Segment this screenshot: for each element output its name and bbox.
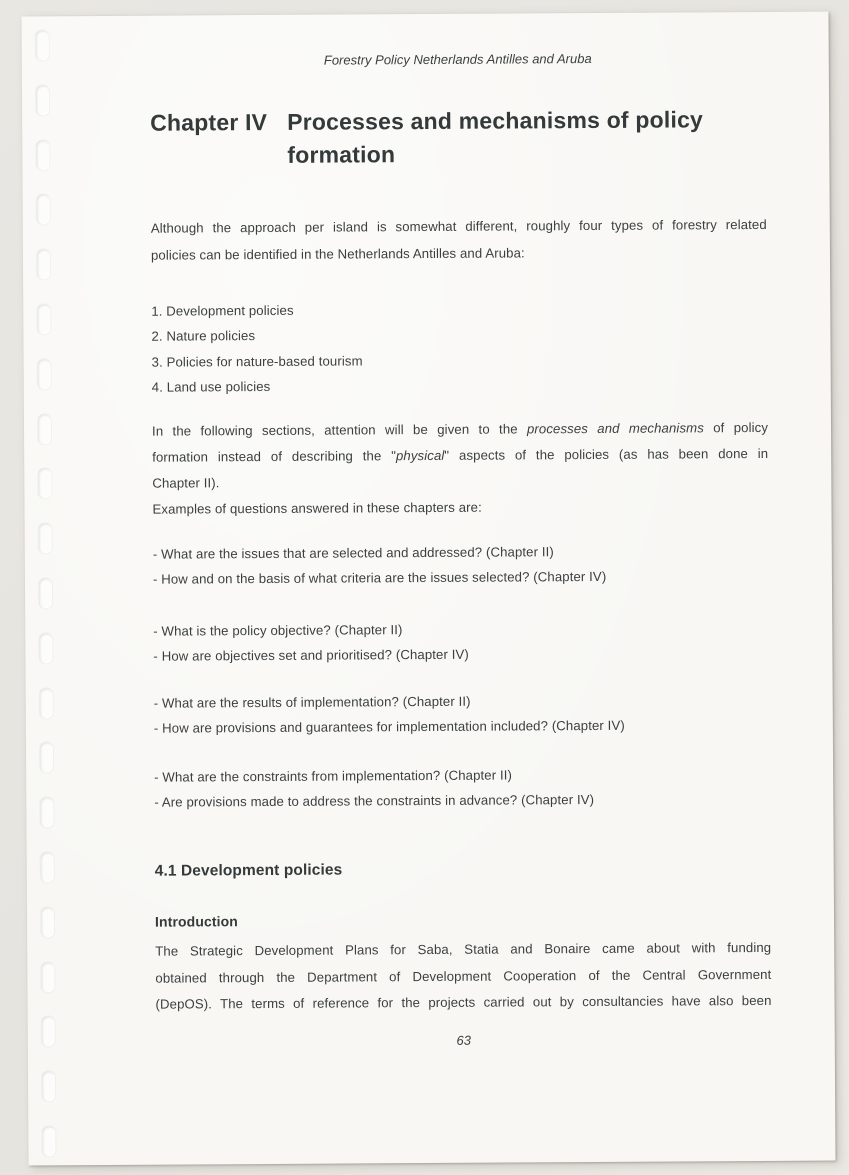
- question-line: - How are provisions and guarantees for implementation included? (Chapter IV): [153, 717, 625, 736]
- binding-hole: [40, 743, 53, 773]
- paragraph-line: (DepOS). The terms of reference for the projects carried out by consultancies have also been: [155, 992, 772, 1012]
- binding-hole: [42, 1071, 55, 1101]
- binding-hole: [38, 359, 51, 389]
- italic-text-segment: physical: [395, 447, 445, 464]
- binding-hole: [38, 469, 51, 499]
- question-line: - Are provisions made to address the constraints in advance? (Chapter IV): [154, 791, 595, 810]
- text-segment: In the following sections, attention will be given to the: [151, 421, 528, 439]
- binding-hole: [37, 249, 50, 279]
- binding-hole: [36, 85, 49, 115]
- question-line: - How are objectives set and prioritised? (Chapter IV): [153, 646, 469, 664]
- chapter-title-label: Chapter IV: [150, 108, 268, 136]
- italic-text-segment: processes and mechanisms: [526, 420, 704, 437]
- paragraph-line: obtained through the Department of Development Cooperation of the Central Government: [155, 966, 772, 986]
- introduction-subheading: Introduction: [154, 913, 238, 930]
- list-item: 3. Policies for nature-based tourism: [151, 352, 363, 370]
- paragraph-line: Chapter II).: [152, 475, 220, 491]
- question-line: - What is the policy objective? (Chapter II): [153, 622, 403, 639]
- section-4-1-heading: 4.1 Development policies: [154, 861, 343, 880]
- question-group-objectives: [153, 615, 769, 669]
- chapter-title: [150, 103, 790, 173]
- binding-hole: [40, 688, 53, 718]
- text-segment: " aspects of the policies (as has been done in: [444, 445, 769, 463]
- paragraph-line: [152, 415, 768, 445]
- binding-hole: [42, 1017, 55, 1047]
- question-group-constraints: [154, 761, 770, 815]
- paragraph-line: [152, 441, 768, 471]
- paragraph-line: Although the approach per island is somewhat different, roughly four types of forestry related: [150, 216, 767, 236]
- binding-hole: [41, 852, 54, 882]
- page-number: 63: [456, 1032, 472, 1048]
- process-paragraph: [152, 415, 769, 523]
- list-item: 4. Land use policies: [151, 378, 271, 395]
- list-item: 1. Development policies: [151, 302, 294, 319]
- paragraph-line: Examples of questions answered in these chapters are:: [152, 499, 482, 517]
- question-line: - What are the results of implementation? (Chapter II): [153, 693, 471, 711]
- text-segment: formation instead of describing the ": [152, 448, 396, 465]
- binding-hole: [36, 140, 49, 170]
- policy-type-list: [151, 295, 768, 400]
- binding-hole: [39, 523, 52, 553]
- question-line: - What are the issues that are selected and addressed? (Chapter II): [152, 544, 554, 562]
- question-group-issues: [153, 538, 769, 592]
- binding-hole: [37, 195, 50, 225]
- binding-hole: [36, 30, 49, 60]
- paragraph-line: policies can be identified in the Netherlands Antilles and Aruba:: [150, 245, 525, 263]
- binding-hole: [41, 907, 54, 937]
- question-line: - How and on the basis of what criteria are the issues selected? (Chapter IV): [152, 568, 607, 587]
- running-header: Forestry Policy Netherlands Antilles and Aruba: [323, 50, 592, 68]
- intro-paragraph: [151, 211, 767, 269]
- binding-hole: [41, 962, 54, 992]
- question-line: - What are the constraints from implementation? (Chapter II): [154, 767, 512, 785]
- binding-hole: [39, 633, 52, 663]
- list-item: 2. Nature policies: [151, 328, 256, 344]
- binding-hole: [42, 1126, 55, 1156]
- text-segment: of policy: [703, 419, 769, 436]
- binding-hole: [40, 797, 53, 827]
- section-4-1-paragraph: [155, 935, 771, 1018]
- paper: [21, 12, 835, 1166]
- binding-hole: [39, 578, 52, 608]
- chapter-title-text: Processes and mechanisms of policy formation: [287, 106, 704, 168]
- binding-hole: [37, 304, 50, 334]
- paragraph-line: The Strategic Development Plans for Saba, Statia and Bonaire came about with funding: [155, 939, 772, 959]
- question-group-results: [154, 687, 770, 741]
- binding-hole: [38, 414, 51, 444]
